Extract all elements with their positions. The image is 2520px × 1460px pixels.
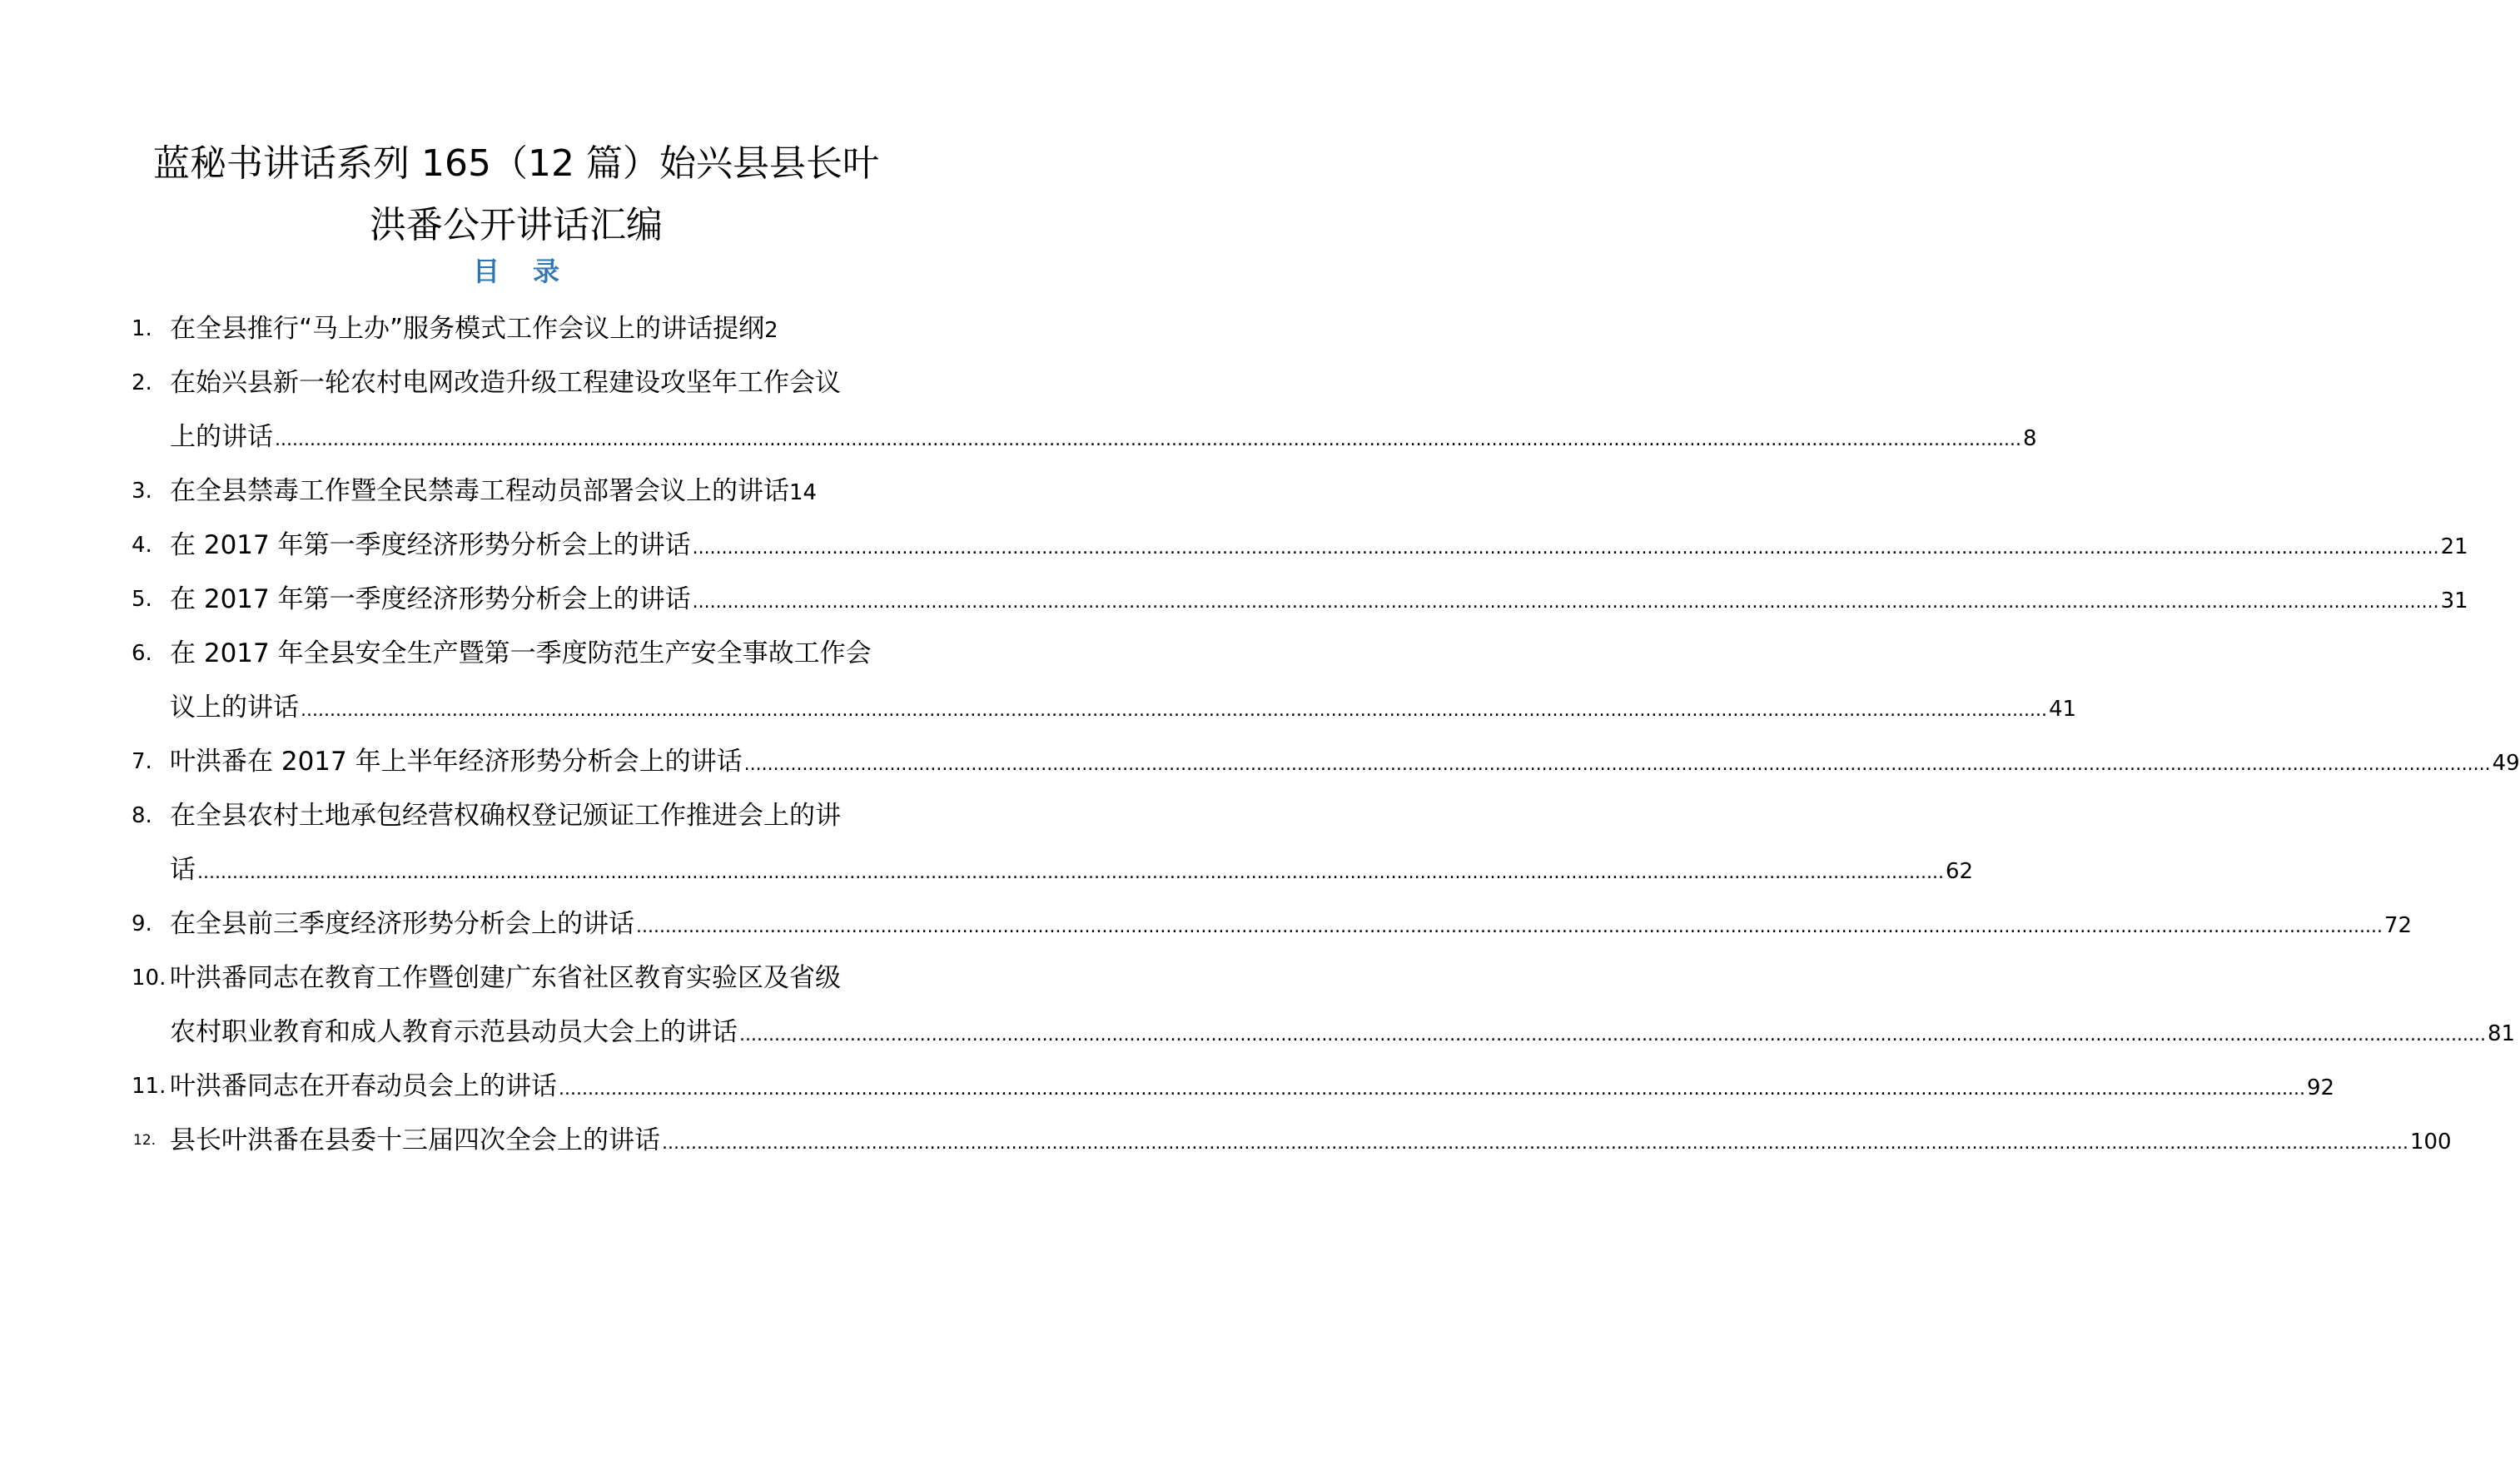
toc-page-number: 2 [764,318,778,343]
toc-entry-body [170,843,1974,900]
toc-dot-leader: ............................................................................................................................................................................................................................................................................................................ [559,1079,2305,1100]
toc-entry[interactable] [125,1060,2335,1114]
toc-entry-body [170,519,2468,575]
document-title-line-1: 蓝秘书讲话系列 165（12 篇）始兴县县长叶 [153,142,879,185]
toc-dot-leader: ............................................................................................................................................................................................................................................................................................................ [197,862,1944,883]
toc-heading-char-1: 目 [472,256,500,287]
toc-entry-title: 话 [170,855,196,885]
toc-entry-title: 上的讲话 [170,422,273,452]
toc-entry[interactable] [125,356,907,410]
toc-dot-leader: ............................................................................................................................................................................................................................................................................................................ [662,1133,2408,1154]
toc-entry[interactable] [125,951,907,1006]
toc-page-number: 31 [2440,588,2468,613]
toc-entry-title: 在 2017 年第一季度经济形势分析会上的讲话 [170,584,691,614]
toc-page-number: 21 [2440,534,2468,559]
toc-page-number: 14 [789,480,818,505]
toc-entry-body [170,897,2413,954]
toc-entry[interactable] [125,627,907,681]
toc-entry[interactable] [125,1114,2452,1168]
toc-entry-title: 在 2017 年第一季度经济形势分析会上的讲话 [170,530,691,560]
document-title-line-2: 洪番公开讲话汇编 [370,204,663,246]
document-title [100,133,932,256]
toc-entry-number: 6. [132,641,152,666]
toc-entry-body [170,627,907,681]
toc-entry[interactable] [125,735,2520,789]
toc-entry-number: 2. [132,370,152,395]
toc-entry-body [170,464,818,520]
toc-entry[interactable] [125,789,907,843]
toc-entry-title: 在始兴县新一轮农村电网改造升级工程建设攻坚年工作会议 [170,368,841,398]
toc-entry-title: 在全县禁毒工作暨全民禁毒工程动员部署会议上的讲话 [170,476,789,506]
toc-entry-body [170,681,2077,737]
toc-entry-title: 县长叶洪番在县委十三届四次全会上的讲话 [170,1125,660,1155]
toc-entry-body [170,410,2037,467]
toc-entry-number: 8. [132,803,152,828]
toc-heading-char-2: 录 [533,256,560,287]
toc-entry-number: 5. [132,587,152,612]
toc-entry-title: 叶洪番同志在教育工作暨创建广东省社区教育实验区及省级 [170,963,841,993]
toc-dot-leader: ............................................................................................................................................................................................................................................................................................................ [739,1025,2486,1045]
toc-entry-body [170,302,814,358]
toc-entry[interactable] [125,573,2468,627]
toc-entry-number: 1. [132,316,152,341]
toc-page-number: 72 [2383,913,2413,938]
toc-dot-leader: ............................................................................................................................................................................................................................................................................................................ [636,916,2383,937]
table-of-contents [125,302,2520,1168]
toc-page-number: 92 [2306,1075,2335,1100]
toc-dot-leader: ............................................................................................................................................................................................................................................................................................................ [743,754,2491,775]
toc-entry-title: 在全县农村土地承包经营权确权登记颁证工作推进会上的讲 [170,801,841,831]
toc-dot-leader: ............................................................................................................................................................................................................................................................................................................ [301,700,2047,721]
toc-entry-title: 叶洪番同志在开春动员会上的讲话 [170,1071,557,1101]
toc-entry-body [170,356,907,410]
toc-entry-body [170,735,2520,792]
toc-entry-number: 10. [132,966,167,991]
toc-entry-body [170,789,907,843]
toc-page-number: 41 [2048,697,2077,722]
toc-entry-number: 4. [132,533,152,558]
toc-entry-continuation[interactable] [125,1006,2516,1060]
toc-heading [0,248,1032,295]
toc-page-number: 81 [2487,1021,2516,1046]
toc-entry-continuation[interactable] [125,843,1974,897]
toc-entry-body [170,573,2468,629]
toc-dot-leader: ............................................................................................................................................................................................................................................................................................................ [692,592,2439,613]
toc-entry-number: 7. [132,749,152,774]
toc-entry-body [170,1060,2335,1116]
toc-page-number: 8 [2022,426,2037,451]
toc-entry-continuation[interactable] [125,681,2077,735]
toc-entry-continuation[interactable] [125,410,2037,464]
toc-entry-body [170,1006,2516,1062]
toc-entry-body [170,1114,2452,1170]
toc-dot-leader: ............................................................................................................................................................................................................................................................................................................ [692,538,2439,559]
toc-entry-title: 在全县前三季度经济形势分析会上的讲话 [170,909,634,939]
toc-dot-leader: ............................................................................................................................................................................................................................................................................................................ [275,430,2021,450]
toc-entry-body [170,951,907,1006]
toc-entry[interactable] [125,464,907,519]
toc-entry-number: 9. [132,911,152,936]
toc-entry-title: 叶洪番在 2017 年上半年经济形势分析会上的讲话 [170,747,743,777]
toc-page-number: 100 [2409,1130,2452,1155]
toc-entry[interactable] [125,897,2413,951]
toc-entry-title: 在 2017 年全县安全生产暨第一季度防范生产安全事故工作会 [170,638,872,668]
toc-entry-number: 3. [132,479,152,504]
toc-entry-number: 12. [133,1132,157,1149]
toc-entry[interactable] [125,302,907,356]
toc-entry-title: 议上的讲话 [170,693,299,723]
toc-entry-title: 农村职业教育和成人教育示范县动员大会上的讲话 [170,1017,738,1047]
toc-page-number: 62 [1945,859,1974,884]
toc-page-number: 49 [2492,751,2520,776]
toc-entry-title: 在全县推行“马上办”服务模式工作会议上的讲话提纲 [170,314,765,344]
toc-entry-number: 11. [132,1074,167,1099]
toc-entry[interactable] [125,519,2468,573]
